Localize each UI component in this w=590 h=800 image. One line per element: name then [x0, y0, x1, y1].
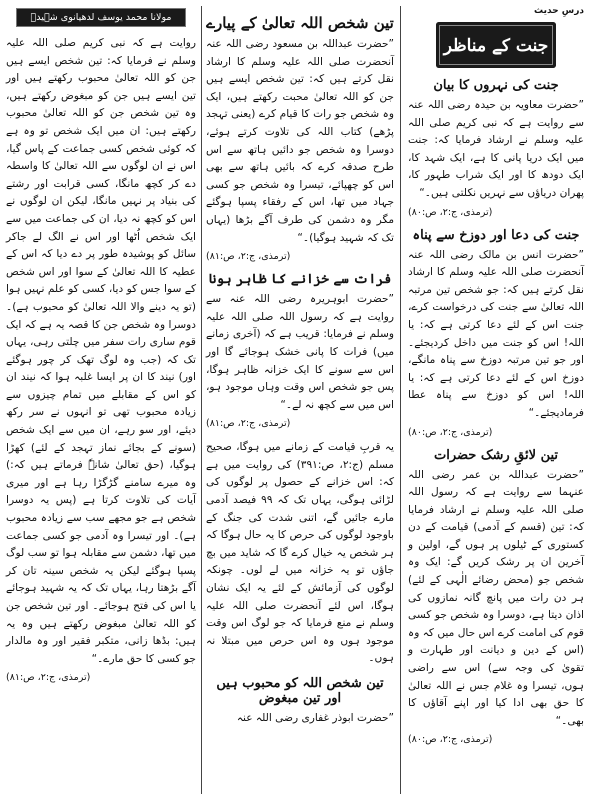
hadith-continued: روایت ہے کہ نبی کریم صلی اللہ علیہ وسلم نے فرمایا کہ: تین شخص ایسے ہیں جن کو اللہ تعالیٰ محبوب رکھتے ہیں اور تین ایسے ہیں جن کو مبغوض رکھتے ہیں، وہ تین شخص جن کو اللہ تعالیٰ محبوب رکھتے ہیں: ان میں ایک شخص تو وہ ہے کہ کوئی شخص کسی جماعت کے پاس گیا، اس نے ان لوگوں سے اللہ تعالیٰ کا واسطہ دے کر کچھ مانگا، کسی قرابت اور رشتے کی بنیاد پر نہیں مانگا، لیکن ان لوگوں نے اس کو کچھ نہ دیا، ان کی جماعت میں سے ایک شخص اُٹھا اور اس نے الگ لے جاکر سائل کو پوشیدہ طور پر دے دیا کہ اس کے عطیہ کا اللہ تعالیٰ کے سوا اور اس شخص کے سوا جس کو دیا، کسی کو علم نہیں ہوا (تو یہ دینے والا اللہ تعالیٰ کو محبوب ہے)۔ دوسرا وہ شخص جن کا قصہ یہ ہے کہ ایک قوم ساری رات سفر میں چلتی رہی، یہاں تک کہ (جب وہ لوگ تھک کر چور ہوگئے اور) نیند کا ان پر ایسا غلبہ ہوا کہ نیند ان کو اس کے مقابلے میں تمام چیزوں سے زیادہ محبوب تھی تو انہوں نے سر رکھ دیئے، اور سو رہے، ان میں سے ایک شخص (سونے کے بجائے نماز تہجد کے لئے) کھڑا ہوگیا، (حق تعالیٰ شانہٗ فرماتے ہیں کہ:) وہ میرے سامنے گڑگڑا رہا ہے اور میری آیات کی تلاوت کرتا ہے (پس یہ دوسرا شخص ہے جو مجھے سب سے زیادہ محبوب ہے)۔ اور تیسرا وہ آدمی جو کسی جماعت میں تھا، دشمن سے مقابلہ ہوا تو سب لوگ پسپا ہوگئے لیکن یہ شخص سینہ تان کر آگے بڑھتا رہا، یہاں تک کہ یہ شہید ہوجائے یا اس کی فتح ہوجائے۔ اور تین شخص جن کو اللہ تعالیٰ مبغوض رکھتے ہیں وہ یہ ہیں: بڈھا زانی، متکبر فقیر اور وہ مالدار جو کسی کا حق مارے۔“	[6, 37, 196, 665]
author-tag: مولانا محمد یوسف لدھیانوی شہیدؒ	[16, 8, 186, 27]
hadith-envy: ”حضرت عبداللہ بن عمر رضی اللہ عنہما سے روایت ہے کہ رسول اللہ صلی اللہ علیہ وسلم نے ارشاد فرمایا کہ: تین (قسم کے آدمی) قیامت کے دن کستوری کے ٹیلوں پر ہوں گے، اولین و آخرین ان پر رشک کریں گے: ایک وہ شخص جو (محض رضائے الٰہی کے لئے) ہر دن رات میں پانچ گانہ نمازوں کی اذان دیتا ہے، دوسرا وہ شخص جو کسی قوم کی امامت کرے اس حال میں کہ وہ (اس کے دین و دیانت اور طہارت و تقویٰ کی وجہ سے) اس سے راضی ہوں، تیسرا وہ غلام جس نے اللہ تعالیٰ کا حق بھی ادا کیا اور اپنے آقاؤں کا بھی۔“	[408, 468, 584, 727]
section-banner: جنت کے مناظر	[436, 22, 556, 68]
reference: (ترمذی، ج:۲، ص:۸۰)	[408, 206, 493, 218]
heading-loved-hated: تین شخص اللہ کو محبوب ہیں اور تین مبغوض	[216, 676, 384, 706]
heading-beloved: تین شخص اللہ تعالیٰ کے پیارے	[206, 14, 394, 32]
reference: (ترمذی، ج:۲، ص:۸۰)	[408, 734, 493, 746]
column-left	[0, 0, 200, 800]
column-middle	[202, 0, 398, 800]
hadith-beloved: ”حضرت عبداللہ بن مسعود رضی اللہ عنہ آنحضرت صلی اللہ علیہ وسلم کا ارشاد نقل کرتے ہیں کہ: تین شخص ایسے ہیں جن کو اللہ تعالیٰ محبت رکھتے ہیں، ایک وہ شخص جو رات کا قیام کرے (یعنی تہجد پڑھے) کتاب اللہ کی تلاوت کرتے ہوئے، دوسرا وہ شخص جو دائیں ہاتھ سے اس طرح صدقہ کرے کہ بائیں ہاتھ سے بھی اس کو چھپائے، تیسرا وہ شخص جو کسی جہاد میں تھا، اس کے رفقاء پسپا ہوگئے مگر وہ دشمن کی طرف آگے بڑھا (یہاں تک کہ شہید ہوگیا)۔“	[206, 38, 394, 244]
heading-rivers: جنت کی نہروں کا بیان	[433, 78, 559, 93]
column-right	[404, 0, 590, 800]
section-tag: درسِ حدیث	[534, 6, 584, 16]
column-divider	[400, 6, 401, 794]
hadith-dua: ”حضرت انس بن مالک رضی اللہ عنہ آنحضرت صلی اللہ علیہ وسلم کا ارشاد نقل کرتے ہیں کہ: جو شخص تین مرتبہ اللہ تعالیٰ سے جنت کی درخواست کرے، جنت اس کے لئے دعا کرتی ہے کہ: یا اللہ! اس کو جنت میں داخل کردیجئے۔ اور جو تین مرتبہ دوزخ سے پناہ مانگے، دوزخ اس کے لئے دعا کرتی ہے کہ: یا اللہ! اس کو دوزخ سے پناہ عطا فرمادیجئے۔“	[408, 248, 584, 419]
heading-dua: جنت کی دعا اور دوزخ سے پناہ	[412, 227, 580, 243]
heading-envy: تین لائقِ رشک حضرات	[433, 447, 559, 463]
reference: (ترمذی، ج:۲، ص:۸۱)	[206, 251, 291, 263]
reference: (ترمذی، ج:۲، ص:۸۰)	[408, 426, 493, 438]
commentary: یہ قربِ قیامت کے زمانے میں ہوگا، صحیح مسلم (ج:۲، ص:۳۹۱) کی روایت میں ہے کہ: اس خزانے کے حصول پر لوگوں کی لڑائی ہوگی، یہاں تک کہ ۹۹ فیصد آدمی مارے جائیں گے، اتنی شدت کی جنگ کے باوجود لوگوں کی حرص کا یہ حال ہوگا کہ ہر شخص یہ خیال کرے گا کہ شاید میں بچ جاؤں تو یہ خزانہ میں لے لوں۔ چونکہ لوگوں کی آزمائش کے لئے یہ ایک نشان ہوگا، اس لئے آنحضرت صلی اللہ علیہ وسلم نے منع فرمایا کہ جو لوگ اس وقت موجود ہوں وہ اس حرص میں مبتلا نہ ہوں۔	[206, 441, 394, 665]
hadith-rivers: ”حضرت معاویہ بن حیدہ رضی اللہ عنہ سے روایت ہے کہ نبی کریم صلی اللہ علیہ وسلم نے ارشاد فرمایا کہ: جنت میں ایک دریا پانی کا ہے، ایک شہد کا، ایک دودھ کا اور ایک شراب طہور کا، پھران دریاؤں سے نہریں نکلتی ہیں۔“	[408, 99, 584, 199]
reference: (ترمذی، ج:۲، ص:۸۱)	[206, 418, 291, 430]
hadith-euphrates: ”حضرت ابوہریرہ رضی اللہ عنہ سے روایت ہے کہ رسول اللہ صلی اللہ علیہ وسلم نے فرمایا: قریب ہے کہ (آخری زمانے میں) فرات کا پانی خشک ہوجائے گا اور اس سے سونے کا ایک خزانہ ظاہر ہوگا، پس جو شخص اس وقت وہاں موجود ہو، اس میں سے کچھ نہ لے۔“	[206, 293, 394, 411]
column-divider	[201, 6, 202, 794]
hadith-loved-hated-start: ”حضرت ابوذر غفاری رضی اللہ عنہ	[236, 712, 394, 724]
reference: (ترمذی، ج:۲، ص:۸۱)	[6, 672, 91, 684]
heading-euphrates: فرات سے خزانے کا ظاہر ہونا	[208, 272, 392, 288]
